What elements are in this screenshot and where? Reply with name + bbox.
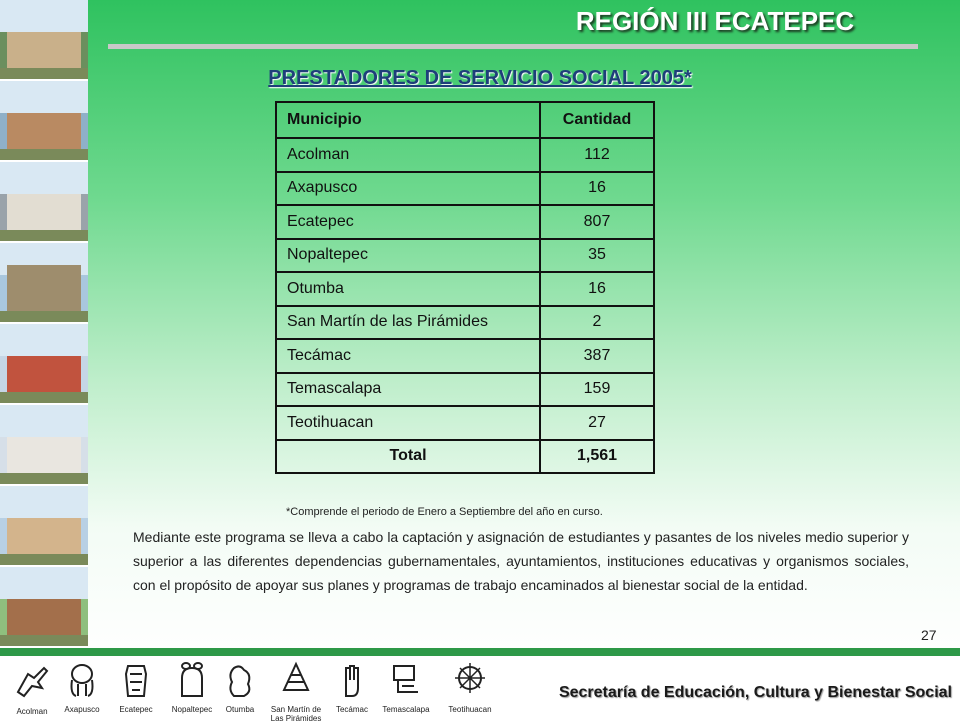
footer-bar	[0, 648, 960, 656]
glyph-label: Temascalapa	[382, 705, 430, 714]
cantidad-cell: 2	[540, 306, 654, 340]
cantidad-cell: 807	[540, 205, 654, 239]
glyph-label: Acolman	[16, 707, 48, 716]
table-row	[276, 172, 654, 206]
cantidad-cell: 159	[540, 373, 654, 407]
town-photo	[0, 567, 88, 648]
municipio-cell: Ecatepec	[276, 205, 540, 239]
table-total-row	[276, 440, 654, 474]
glyph-label: Teotihuacan	[448, 705, 492, 714]
municipio-cell: Axapusco	[276, 172, 540, 206]
column-header-municipio: Municipio	[276, 102, 540, 138]
cantidad-cell: 112	[540, 138, 654, 172]
municipio-cell: Otumba	[276, 272, 540, 306]
town-photo	[0, 405, 88, 486]
town-photo	[0, 324, 88, 405]
glyph-label: Otumba	[225, 705, 255, 714]
service-providers-table	[275, 101, 655, 474]
acolman-glyph-icon	[14, 662, 50, 702]
column-header-cantidad: Cantidad	[540, 102, 654, 138]
table-row	[276, 239, 654, 273]
glyph-otumba	[210, 660, 270, 714]
municipio-cell: Nopaltepec	[276, 239, 540, 273]
table-row	[276, 406, 654, 440]
page-title: PRESTADORES DE SERVICIO SOCIAL 2005*	[268, 67, 692, 89]
table-row	[276, 138, 654, 172]
municipio-cell: Tecámac	[276, 339, 540, 373]
table-footnote: *Comprende el periodo de Enero a Septiembre del año en curso.	[286, 506, 603, 518]
town-photo	[0, 162, 88, 243]
glyph-axapusco	[52, 660, 112, 714]
municipio-cell: Teotihuacan	[276, 406, 540, 440]
glyph-san-martin	[266, 660, 326, 723]
total-value-cell: 1,561	[540, 440, 654, 474]
glyph-temascalapa	[376, 660, 436, 714]
table-row	[276, 272, 654, 306]
municipality-photo-strip	[0, 0, 88, 648]
table-row	[276, 373, 654, 407]
municipio-cell: Acolman	[276, 138, 540, 172]
ecatepec-glyph-icon	[118, 660, 154, 700]
glyph-label: Nopaltepec	[171, 705, 213, 714]
cantidad-cell: 16	[540, 272, 654, 306]
total-label-cell: Total	[276, 440, 540, 474]
town-photo	[0, 0, 88, 81]
glyph-label: Axapusco	[64, 705, 100, 714]
region-title: REGIÓN III ECATEPEC	[575, 6, 855, 36]
page-number: 27	[921, 627, 937, 643]
municipio-cell: Temascalapa	[276, 373, 540, 407]
tecamac-glyph-icon	[334, 660, 370, 700]
municipio-cell: San Martín de las Pirámides	[276, 306, 540, 340]
cantidad-cell: 27	[540, 406, 654, 440]
teotihuacan-glyph-icon	[452, 660, 488, 700]
glyph-ecatepec	[106, 660, 166, 714]
glyph-label: Ecatepec	[119, 705, 153, 714]
san-martin-glyph-icon	[278, 660, 314, 700]
table-row	[276, 205, 654, 239]
glyph-teotihuacan	[440, 660, 500, 714]
cantidad-cell: 35	[540, 239, 654, 273]
town-photo	[0, 243, 88, 324]
table-row	[276, 339, 654, 373]
temascalapa-glyph-icon	[388, 660, 424, 700]
glyph-tecamac	[322, 660, 382, 714]
glyph-label: Tecámac	[335, 705, 368, 714]
cantidad-cell: 387	[540, 339, 654, 373]
header-divider	[108, 44, 918, 49]
town-photo	[0, 486, 88, 567]
table-header-row	[276, 102, 654, 138]
nopaltepec-glyph-icon	[174, 660, 210, 700]
secretaria-name: Secretaría de Educación, Cultura y Bienestar Social	[558, 684, 952, 701]
otumba-glyph-icon	[222, 660, 258, 700]
cantidad-cell: 16	[540, 172, 654, 206]
town-photo	[0, 81, 88, 162]
table-row	[276, 306, 654, 340]
glyph-label: San Martín de Las Pirámides	[270, 705, 322, 723]
program-description: Mediante este programa se lleva a cabo la captación y asignación de estudiantes y pasantes de los niveles medio superior y superior a las diferentes dependencias gubernamentales, ayuntamientos, instituciones educativas y organismos sociales, con el propósito de apoyar sus planes y programas de trabajo encaminados al bienestar social de la entidad.	[133, 529, 909, 593]
axapusco-glyph-icon	[64, 660, 100, 700]
